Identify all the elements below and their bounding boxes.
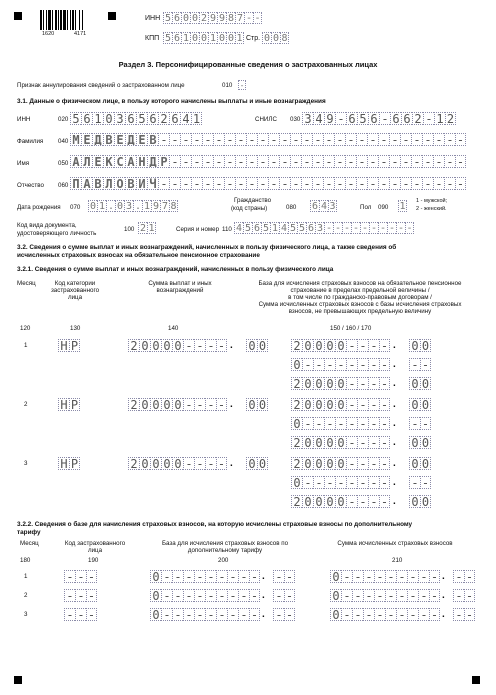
s322-row-category: - - - [64,570,97,583]
s31-birth-label: Дата рождения [17,204,61,211]
s321-row-base-kopecks: 0 0 [409,339,431,352]
decimal-point: . [393,418,396,429]
s321-col-sum-1: Сумма выплат и иных [148,280,212,287]
s321-row-base-integer: 2 0 0 0 0 - - - - [291,377,390,390]
s322-col-month: Месяц [20,540,39,547]
s31-sex-hint-male: 1 - мужской; [416,198,448,204]
s322-title-line1: 3.2.2. Сведения о базе для начисления страховых взносов, на которую исчислены страховые взносы по дополнительному [17,521,413,528]
decimal-point: . [393,399,396,410]
barcode-right-number: 4171 [74,31,87,37]
s321-col-cat-2: застрахованного [50,287,100,294]
s322-row-month: 3 [24,611,28,618]
s31-citizenship-label: Гражданство [234,197,272,204]
s31-sex-label: Пол [360,204,372,211]
s31-doc-label-line2: удостоверяющего личность [17,230,97,237]
s322-code-sum: 210 [392,557,403,564]
s322-row-month: 1 [24,573,28,580]
s321-row-base-integer: 2 0 0 0 0 - - - - [291,436,390,449]
decimal-point: . [393,477,396,488]
header-kpp-cells: 5 6 1 0 0 1 0 0 1 [164,32,243,44]
s321-row-sum-integer: 2 0 0 0 0 - - - - [128,457,227,470]
s321-row-base-kopecks: 0 0 [409,495,431,508]
section-title: Раздел 3. Персонифицированные сведения о застрахованных лицах [118,60,378,69]
s321-code-sum: 140 [168,325,179,332]
s322-row-sum-integer: 0 - - - - - - - - - [330,570,440,583]
s32-title-line1: 3.2. Сведения о сумме выплат и иных вознаграждений, начисленных в пользу физического лица, а также сведения об [17,244,397,251]
s31-series-cells: 4 5 6 5 1 4 5 5 6 3 - - - - - - - - - - [235,222,413,234]
s321-row-base-integer: 0 - - - - - - - - [291,417,390,430]
s31-sex-cells: 1 [399,200,406,212]
s31-snils-cells: 3 4 9 - 6 5 6 - 6 6 2 - 1 2 [302,112,456,125]
corner-marker-bottom-left [14,676,22,684]
s31-citizenship-code: 080 [286,204,297,211]
s321-col-month: Месяц [17,280,36,287]
s31-patronymic-cells: П А В Л О В И Ч - - - - - - - - - - - - - - - - - - - - - - - - - - - - [70,177,466,190]
s31-patronymic-code: 060 [58,182,69,189]
decimal-point: . [442,571,445,582]
s321-row-base-kopecks: - - [409,358,431,371]
s31-citizenship-cells: 6 4 3 [311,200,336,212]
s322-col-base-1: База для исчисления страховых взносов по [161,540,289,547]
s321-row-base-kopecks: 0 0 [409,457,431,470]
s32-title-line2: исчисленных страховых взносах на обязательное пенсионное страхование [17,252,260,259]
decimal-point: . [442,609,445,620]
s321-row-month: 3 [24,460,28,467]
s322-row-base-integer: 0 - - - - - - - - - [150,608,260,621]
s321-title: 3.2.1. Сведения о сумме выплат и иных вознаграждений, начисленных в пользу физического лица [17,266,334,273]
s31-name-label: Имя [17,160,30,167]
s322-col-cat-1: Код застрахованного [64,540,126,547]
s322-row-base-integer: 0 - - - - - - - - - [150,589,260,602]
s31-name-code: 050 [58,160,69,167]
s321-row-category: Н Р [58,339,80,352]
s321-row-sum-kopecks: 0 0 [246,398,268,411]
decimal-point: . [230,340,233,351]
s321-col-cat-1: Код категории [54,280,96,287]
s322-row-category: - - - [64,589,97,602]
s31-surname-label: Фамилия [17,138,44,145]
decimal-point: . [230,399,233,410]
s321-row-base-kopecks: - - [409,417,431,430]
s321-row-month: 1 [24,342,28,349]
header-page-cells: 0 0 8 [263,32,288,44]
s321-code-base: 150 / 160 / 170 [330,325,372,332]
s31-doc-cells: 2 1 [139,222,155,234]
s321-row-category: Н Р [58,457,80,470]
s322-row-base-kopecks: - - [273,608,295,621]
header-kpp-label: КПП [145,35,160,42]
s31-series-label: Серия и номер [176,226,220,233]
decimal-point: . [393,340,396,351]
s321-row-sum-integer: 2 0 0 0 0 - - - - [128,398,227,411]
s321-row-base-kopecks: - - [409,476,431,489]
s321-row-base-kopecks: 0 0 [409,436,431,449]
s322-row-base-kopecks: - - [273,589,295,602]
barcode [40,10,94,30]
s321-col-base-1: База для исчисления страховых взносов на обязательное пенсионное [258,280,462,287]
s322-code-month: 180 [20,557,31,564]
s31-snils-code: 030 [290,116,301,123]
s321-col-base-5: взносов, не превышающих предельную величину [288,308,432,315]
s31-doc-label-line1: Код вида документа, [17,222,77,229]
s321-col-base-2: страхование в пределах предельной величины / [290,287,430,294]
annul-code: 010 [222,82,233,89]
annul-cells: - [239,80,245,90]
s31-birth-cells: 0 1 . 0 3 . 1 9 7 8 [89,200,177,212]
s321-row-base-integer: 2 0 0 0 0 - - - - [291,398,390,411]
s321-col-base-3: в том числе по гражданско-правовым договорам / [288,294,432,301]
barcode-left-number: 1620 [42,31,55,37]
s31-name-cells: А Л Е К С А Н Д Р - - - - - - - - - - - - - - - - - - - - - - - - - - - [70,155,466,168]
s321-code-month: 120 [20,325,31,332]
s322-col-sum: Сумма исчисленных страховых взносов [337,540,453,547]
s321-row-base-kopecks: 0 0 [409,398,431,411]
s31-surname-cells: М Е Д В Е Д Е В - - - - - - - - - - - - - - - - - - - - - - - - - - - - [70,133,466,146]
s31-doc-code: 100 [124,226,135,233]
decimal-point: . [442,590,445,601]
s31-snils-label: СНИЛС [255,116,277,123]
s322-code-base: 200 [218,557,229,564]
s31-inn-cells: 5 6 1 0 3 6 5 6 2 6 4 1 [70,112,202,125]
s322-row-sum-kopecks: - - [453,608,475,621]
s322-row-category: - - - [64,608,97,621]
s322-col-cat-2: лица [87,547,103,554]
decimal-point: . [230,458,233,469]
s322-col-base-2: дополнительному тарифу [187,547,263,554]
s31-series-code: 110 [222,226,232,233]
decimal-point: . [393,437,396,448]
s321-row-base-integer: 2 0 0 0 0 - - - - [291,495,390,508]
s321-row-category: Н Р [58,398,80,411]
corner-marker-bottom-right [472,676,480,684]
decimal-point: . [262,590,265,601]
s321-col-cat-3: лица [67,294,83,301]
s321-row-sum-kopecks: 0 0 [246,339,268,352]
s322-code-cat: 190 [88,557,99,564]
s321-row-base-integer: 2 0 0 0 0 - - - - [291,339,390,352]
decimal-point: . [262,571,265,582]
s31-inn-code: 020 [58,116,69,123]
s321-row-base-kopecks: 0 0 [409,377,431,390]
s322-row-sum-kopecks: - - [453,570,475,583]
s31-surname-code: 040 [58,138,69,145]
s321-row-base-integer: 0 - - - - - - - - [291,358,390,371]
s322-row-sum-kopecks: - - [453,589,475,602]
s31-sex-hint-female: 2 - женский. [416,206,447,212]
s322-row-base-integer: 0 - - - - - - - - - [150,570,260,583]
s321-col-sum-2: вознаграждений [156,287,204,294]
s321-row-sum-kopecks: 0 0 [246,457,268,470]
s31-inn-label: ИНН [17,116,31,123]
s321-col-base-4: Сумма исчисленных страховых взносов с базы исчисления страховых [258,301,462,308]
header-page-label: Стр. [246,35,261,42]
decimal-point: . [393,496,396,507]
s31-title: 3.1. Данные о физическом лице, в пользу которого начислены выплаты и иные вознаграждения [17,98,326,105]
decimal-point: . [393,359,396,370]
header-inn-cells: 5 6 0 0 2 9 9 8 7 - - [164,12,261,24]
s321-code-cat: 130 [70,325,81,332]
corner-marker-top-left [14,12,22,20]
s322-title-line2: тарифу [17,529,41,536]
annul-label: Признак аннулирования сведений о застрахованном лице [17,82,185,89]
s31-patronymic-label: Отчество [17,182,44,189]
s321-row-base-integer: 0 - - - - - - - - [291,476,390,489]
s322-row-sum-integer: 0 - - - - - - - - - [330,608,440,621]
decimal-point: . [393,378,396,389]
decimal-point: . [393,458,396,469]
s321-row-base-integer: 2 0 0 0 0 - - - - [291,457,390,470]
s322-row-base-kopecks: - - [273,570,295,583]
s321-row-sum-integer: 2 0 0 0 0 - - - - [128,339,227,352]
s321-row-month: 2 [24,401,28,408]
corner-marker-top-right [108,12,116,20]
s322-row-sum-integer: 0 - - - - - - - - - [330,589,440,602]
s31-birth-code: 070 [70,204,81,211]
s31-sex-code: 090 [378,204,389,211]
header-inn-label: ИНН [145,15,161,22]
s31-citizenship-sub: (код страны) [231,205,268,212]
s322-row-month: 2 [24,592,28,599]
decimal-point: . [262,609,265,620]
